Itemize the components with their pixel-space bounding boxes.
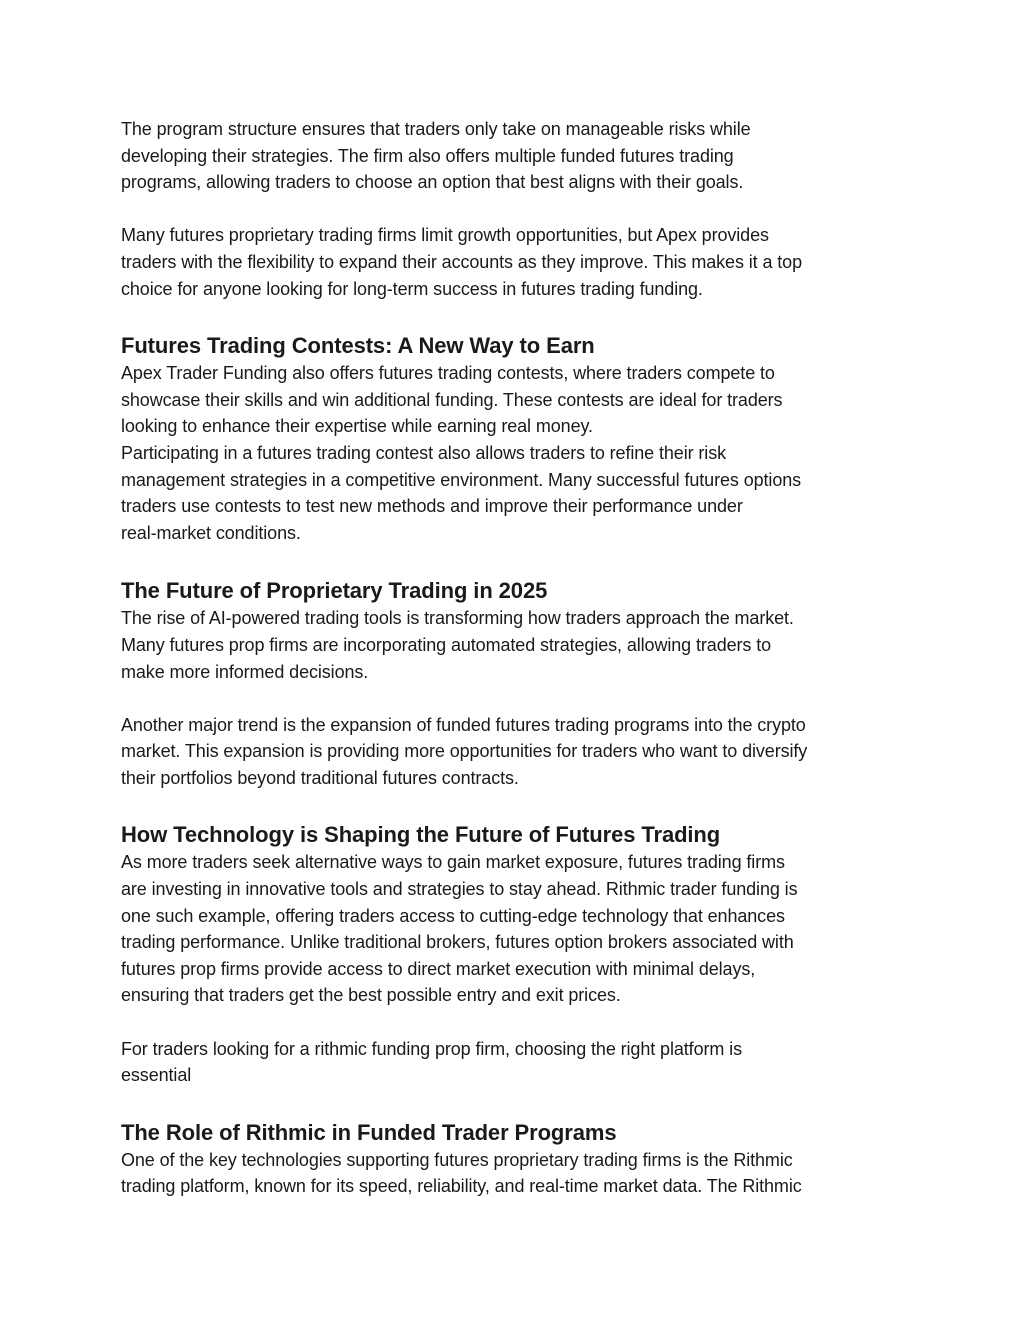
text-line: are investing in innovative tools and strategies to stay ahead. Rithmic trader funding is	[121, 879, 798, 900]
text-line: one such example, offering traders access to cutting-edge technology that enhances	[121, 905, 785, 926]
text-line: ensuring that traders get the best possible entry and exit prices.	[121, 985, 621, 1006]
text-line: For traders looking for a rithmic funding prop firm, choosing the right platform is	[121, 1038, 742, 1059]
text-line: futures prop firms provide access to direct market execution with minimal delays,	[121, 958, 756, 979]
text-line: One of the key technologies supporting futures proprietary trading firms is the Rithmic	[121, 1149, 793, 1170]
text-line: Many futures prop firms are incorporating automated strategies, allowing traders to	[121, 634, 772, 655]
paragraph	[121, 605, 911, 685]
section-heading: How Technology is Shaping the Future of Futures Trading	[121, 822, 721, 848]
text-line: looking to enhance their expertise while earning real money.	[121, 416, 593, 437]
section-heading: The Future of Proprietary Trading in 2025	[121, 578, 548, 604]
text-line: their portfolios beyond traditional futures contracts.	[121, 767, 519, 788]
text-line: traders with the flexibility to expand their accounts as they improve. This makes it a top	[121, 251, 802, 272]
text-line: traders use contests to test new methods and improve their performance under	[121, 496, 743, 517]
document-page	[121, 116, 911, 1200]
paragraph	[121, 440, 911, 546]
text-line: management strategies in a competitive environment. Many successful futures options	[121, 469, 802, 490]
section-heading: Futures Trading Contests: A New Way to Earn	[121, 333, 595, 359]
text-line: essential	[121, 1065, 192, 1086]
text-line: Apex Trader Funding also offers futures trading contests, where traders compete to	[121, 363, 775, 384]
paragraph	[121, 712, 911, 792]
text-line: As more traders seek alternative ways to gain market exposure, futures trading firms	[121, 852, 785, 873]
paragraph	[121, 222, 911, 302]
text-line: The program structure ensures that traders only take on manageable risks while	[121, 119, 751, 139]
paragraph	[121, 1147, 911, 1200]
text-line: trading platform, known for its speed, reliability, and real-time market data. The Rithmic	[121, 1176, 802, 1197]
text-line: real-market conditions.	[121, 522, 301, 543]
section-heading: The Role of Rithmic in Funded Trader Programs	[121, 1119, 617, 1145]
text-line: choice for anyone looking for long-term success in futures trading funding.	[121, 278, 703, 299]
text-line: Participating in a futures trading contest also allows traders to refine their risk	[121, 442, 726, 463]
paragraph	[121, 116, 911, 196]
text-line: programs, allowing traders to choose an option that best aligns with their goals.	[121, 172, 744, 193]
text-line: The rise of AI-powered trading tools is transforming how traders approach the market.	[121, 608, 794, 629]
text-line: Many futures proprietary trading firms limit growth opportunities, but Apex provides	[121, 225, 769, 246]
text-line: market. This expansion is providing more opportunities for traders who want to diversify	[121, 741, 808, 762]
text-line: trading performance. Unlike traditional brokers, futures option brokers associated with	[121, 932, 794, 953]
paragraph	[121, 849, 911, 1009]
text-line: make more informed decisions.	[121, 661, 369, 682]
paragraph	[121, 1036, 911, 1089]
text-line: developing their strategies. The firm also offers multiple funded futures trading	[121, 145, 734, 166]
paragraph	[121, 360, 911, 440]
text-line: Another major trend is the expansion of funded futures trading programs into the crypto	[121, 714, 806, 735]
text-line: showcase their skills and win additional funding. These contests are ideal for traders	[121, 389, 783, 410]
